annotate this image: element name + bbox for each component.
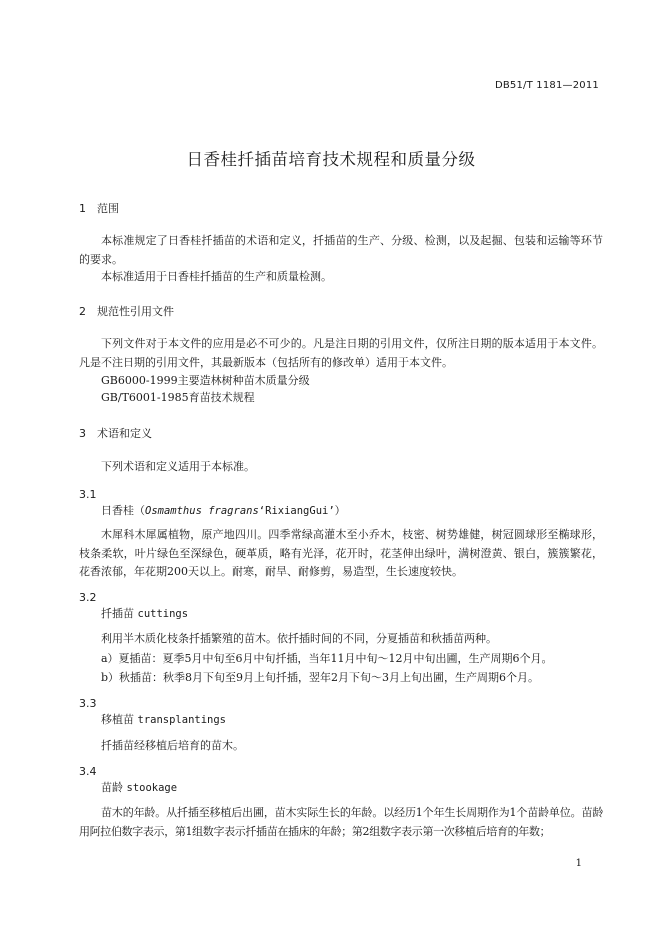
section-3-intro: 下列术语和定义适用于本标准。 [101, 460, 255, 473]
term-name-en: cuttings [137, 608, 189, 620]
term-name-en: stookage [126, 782, 178, 794]
page-number: 1 [575, 858, 582, 869]
term-3-1-name [79, 502, 625, 521]
section-1-heading [79, 200, 603, 219]
paren-close: ） [334, 504, 346, 517]
section-title: 规范性引用文件 [97, 305, 174, 318]
normative-reference-1: GB6000-1999主要造林树种苗木质量分级 [101, 374, 310, 387]
section-2-paragraph-1: 下列文件对于本文件的应用是必不可少的。凡是注日期的引用文件，仅所注日期的版本适用于本文件。凡是不注日期的引用文件，其最新版本（包括所有的修改单）适用于本文件。 [79, 337, 603, 369]
term-3-3-name [79, 711, 625, 730]
latin-name: Osmamthus fragrans [145, 505, 259, 517]
term-3-1-number: 3.1 [79, 488, 97, 501]
term-3-1-definition: 木犀科木犀属植物，原产地四川。四季常绿高灌木至小乔木，枝密、树势雄健，树冠圆球形至椭球形，枝条柔软，叶片绿色至深绿色，硬革质，略有光泽，花开时，花茎伸出绿叶，满树澄黄、银白，簇簇繁花，花香浓郁，年花期200天以上。耐寒，耐旱、耐修剪，易造型，生长速度较快。 [79, 528, 603, 578]
term-name-cn: 苗龄 [101, 781, 123, 794]
paren-open: （ [134, 504, 145, 517]
term-3-2-definition: 利用半木质化枝条扦插繁殖的苗木。依扦插时间的不同，分夏插苗和秋插苗两种。 [101, 632, 497, 645]
term-3-2-number: 3.2 [79, 591, 97, 604]
section-number: 3 [79, 427, 86, 440]
term-3-4-definition: 苗木的年龄。从扦插至移植后出圃，苗木实际生长的年龄。以经历1个年生长周期作为1个苗龄单位。苗龄用阿拉伯数字表示，第1组数字表示扦插苗在插床的年龄；第2组数字表示第一次移植后培育的年数； [79, 806, 603, 838]
term-name-cn: 日香桂 [101, 504, 134, 517]
term-3-4-number: 3.4 [79, 765, 97, 778]
section-number: 1 [79, 202, 86, 215]
section-number: 2 [79, 305, 86, 318]
section-3-heading [79, 425, 603, 444]
term-3-2-item-b: b）秋插苗：秋季8月下旬至9月上旬扦插，翌年2月下旬～3月上旬出圃，生产周期6个月。 [101, 671, 540, 684]
term-3-3-definition: 扦插苗经移植后培育的苗木。 [101, 739, 244, 752]
section-title: 范围 [97, 202, 119, 215]
section-1-paragraph-2: 本标准适用于日香桂扦插苗的生产和质量检测。 [101, 270, 332, 283]
term-name-cn: 扦插苗 [101, 607, 134, 620]
section-1-paragraph-1: 本标准规定了日香桂扦插苗的术语和定义，扦插苗的生产、分级、检测，以及起掘、包装和运输等环节的要求。 [79, 234, 603, 266]
normative-reference-2: GB/T6001-1985育苗技术规程 [101, 391, 255, 404]
cultivar-name: ‘RixiangGui’ [258, 505, 335, 517]
term-3-2-item-a: a）夏插苗：夏季5月中旬至6月中旬扦插，当年11月中旬～12月中旬出圃，生产周期6个月。 [101, 652, 553, 665]
section-2-heading [79, 303, 603, 322]
term-name-cn: 移植苗 [101, 713, 134, 726]
standard-code: DB51/T 1181—2011 [494, 80, 599, 91]
term-3-3-number: 3.3 [79, 697, 97, 710]
section-title: 术语和定义 [97, 427, 152, 440]
term-3-2-name [79, 605, 625, 624]
document-title: 日香桂扦插苗培育技术规程和质量分级 [186, 150, 476, 169]
term-3-4-name [79, 779, 625, 798]
term-name-en: transplantings [137, 714, 227, 726]
